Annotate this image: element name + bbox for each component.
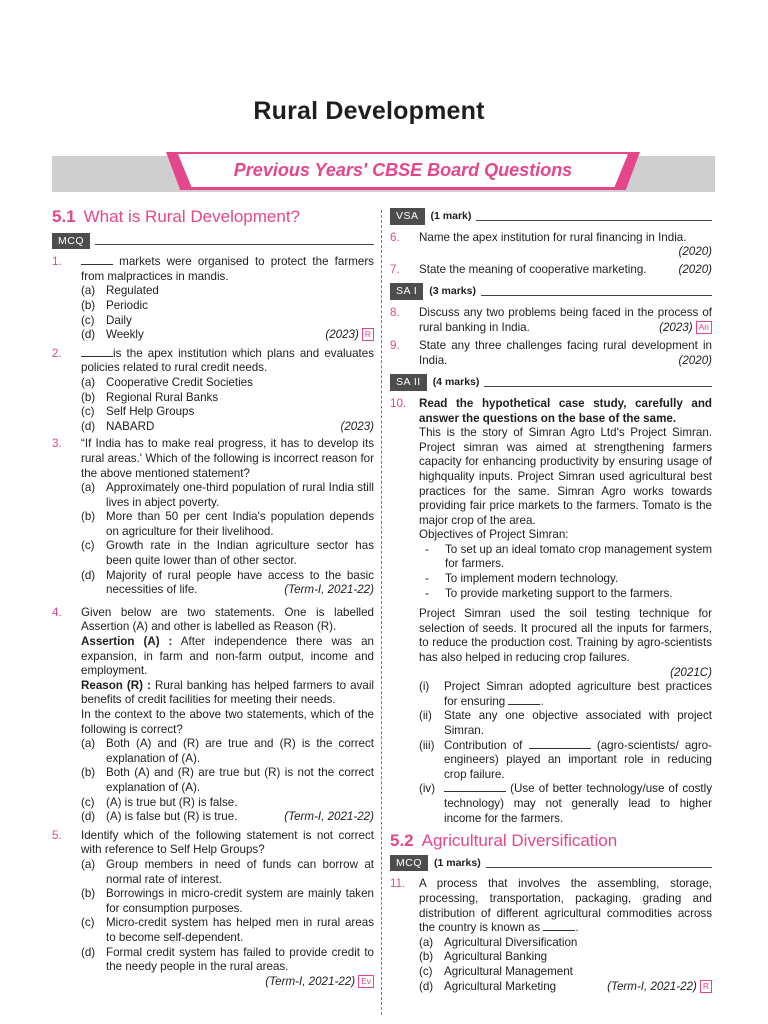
question-number: 9.	[390, 339, 400, 353]
option-text: Approximately one-third population of rural India still lives in abject poverty.	[106, 481, 374, 509]
sub-text	[444, 739, 712, 783]
context-text: In the context to the above two statements, which of the following is correct?	[81, 708, 374, 736]
question-body	[81, 255, 374, 343]
option-text: Regional Rural Banks	[106, 390, 219, 404]
year-label	[607, 980, 712, 995]
option	[81, 481, 374, 510]
question-text: State the meaning of cooperative marketing.	[419, 262, 647, 276]
blank-line	[81, 255, 113, 265]
sub-text-post: .	[540, 694, 544, 708]
objective-bullet	[419, 572, 712, 587]
option-text	[106, 569, 374, 598]
option	[81, 810, 374, 825]
option	[419, 980, 712, 995]
option-text-value: NABARD	[106, 419, 155, 433]
sub-text-pre: Contribution of	[444, 738, 523, 752]
option-text: Group members in need of funds can borrow at normal rate of interest.	[106, 857, 374, 886]
bullet-text: To provide marketing support to the farmers.	[445, 586, 673, 600]
question-text: “If India has to make real progress, it has to develop its rural areas.' Which of the following is incorrect reason for the above mentioned statement?	[81, 437, 374, 480]
option	[81, 391, 374, 406]
year-label	[81, 975, 374, 990]
case-paragraph-1: This is the story of Simran Agro Ltd's Project Simran. Project simran was aimed at strengthening farmers capacity for enhancing productivity by ensuring usage of highquality inputs. Project Simran used agricultural best practices for the same. Simran Agro works towards providing fair price markets to the farmers. Tomato is the major crop of the area.	[419, 426, 712, 527]
tag-rule	[476, 212, 712, 221]
case-paragraph-2	[419, 607, 712, 826]
case-paragraph-2-text: Project Simran used the soil testing technique for selection of seeds. It procured all the inputs for farmers, to reduce the production cost. Training by agro-scientists has also helped in reducing crop failures.	[419, 607, 712, 665]
blank-line	[529, 739, 591, 749]
option	[81, 796, 374, 811]
option	[81, 539, 374, 568]
marks-label: (4 marks)	[432, 376, 480, 389]
option	[81, 858, 374, 887]
option-text: Cooperative Credit Societies	[106, 375, 253, 389]
option-label: (a)	[81, 737, 96, 751]
option-label: (b)	[81, 887, 96, 901]
year-label: (2020)	[678, 353, 712, 367]
question-text: Discuss any two problems being faced in the process of rural banking in India.	[419, 305, 712, 334]
question-3	[52, 437, 374, 598]
year-label	[325, 328, 374, 343]
option-label: (d)	[81, 419, 96, 433]
year-value: (2023)	[325, 328, 359, 342]
vsa-tag: VSA	[390, 208, 425, 225]
option-label: (d)	[81, 568, 96, 582]
blank-line	[543, 921, 575, 931]
question-number: 10.	[390, 396, 407, 410]
objective-bullet	[419, 587, 712, 602]
sub-label: (ii)	[419, 709, 432, 723]
question-number: 1.	[52, 255, 62, 269]
blank-line	[81, 347, 113, 357]
objective-bullet	[419, 543, 712, 572]
option-text: Agricultural Banking	[444, 950, 548, 964]
option	[81, 887, 374, 916]
assertion-label: Assertion (A) :	[81, 635, 173, 649]
sub-question	[419, 782, 712, 826]
option-text: Agricultural Diversification	[444, 935, 578, 949]
sub-question	[419, 739, 712, 783]
option-label: (c)	[81, 539, 95, 553]
option	[81, 299, 374, 314]
option-label: (a)	[419, 935, 434, 949]
option-text: (A) is true but (R) is false.	[106, 795, 238, 809]
option-text: Agricultural Management	[444, 964, 573, 978]
sa1-tag: SA I	[390, 283, 423, 300]
option	[81, 284, 374, 299]
badge-icon: R	[700, 980, 712, 993]
option-label: (a)	[81, 481, 96, 495]
option	[81, 314, 374, 329]
option	[81, 569, 374, 598]
question-text: A process that involves the assembling, storage, processing, transportation, packaging, grading and distribution of different agricultural commodities across the country is known as	[419, 877, 712, 935]
option-label: (b)	[81, 766, 96, 780]
reason	[81, 679, 374, 708]
question-text: State any three challenges facing rural development in India.	[419, 339, 712, 367]
year-label: (2023)	[340, 419, 374, 433]
mcq-header	[52, 233, 374, 250]
assertion	[81, 635, 374, 679]
question-body	[81, 437, 374, 598]
section-number: 5.2	[390, 831, 414, 851]
bullet-text: To set up an ideal tomato crop management system for farmers.	[445, 542, 712, 571]
question-7	[390, 263, 712, 278]
option-label: (d)	[419, 979, 434, 993]
question-10	[390, 397, 712, 601]
option-label: (d)	[81, 810, 96, 824]
page-title: Rural Development	[253, 97, 485, 125]
year-value: (Term-I, 2021-22)	[265, 974, 356, 988]
question-8	[390, 306, 712, 335]
case-study-heading: Read the hypothetical case study, carefully and answer the questions on the base of the same.	[419, 396, 712, 425]
blank-line	[444, 782, 506, 792]
sub-text-post: (agro-scientists/ agro-engineers) played an important role in reducing crop failure.	[444, 738, 712, 781]
question-number: 3.	[52, 437, 62, 451]
marks-label: (1 marks)	[434, 856, 481, 869]
option-text	[444, 980, 712, 995]
option-text: Self Help Groups	[106, 405, 195, 419]
mcq-tag: MCQ	[52, 233, 90, 250]
sub-text	[444, 782, 712, 826]
option	[81, 510, 374, 539]
banner	[52, 152, 715, 194]
option-label: (d)	[81, 945, 96, 959]
column-divider	[381, 210, 382, 1015]
section-number: 5.1	[52, 207, 76, 226]
sub-label: (iii)	[419, 738, 435, 752]
tag-rule	[95, 236, 374, 245]
question-number: 5.	[52, 828, 62, 842]
option-text: Formal credit system has failed to provide credit to the needy people in the rural areas.	[106, 945, 374, 974]
option-text-value: Weekly	[106, 328, 144, 342]
year-label: (Term-I, 2021-22)	[284, 810, 374, 824]
reason-label: Reason (R) :	[81, 678, 151, 692]
year-label: (2020)	[678, 262, 712, 276]
badge-icon: R	[362, 328, 374, 341]
question-body	[419, 306, 712, 335]
marks-label: (1 mark)	[430, 210, 472, 222]
tag-rule	[486, 859, 712, 868]
sa2-tag: SA II	[390, 374, 427, 391]
question-text: markets were organised to protect the farmers from malpractices in mandis.	[81, 255, 374, 283]
bullet-dash: -	[425, 542, 429, 556]
option-text: Growth rate in the Indian agriculture sector has been quite lower than of other sector.	[106, 539, 374, 568]
option-text	[106, 328, 374, 343]
option-text: Both (A) and (R) are true and (R) is the correct explanation of (A).	[106, 737, 374, 765]
question-body	[81, 606, 374, 825]
year-label: (2020)	[678, 245, 712, 259]
question-9	[390, 339, 712, 368]
mcq-tag: MCQ	[390, 855, 428, 872]
option-text: Borrowings in micro-credit system are mainly taken for consumption purposes.	[106, 887, 374, 915]
question-body	[419, 339, 712, 368]
banner-title: Previous Years' CBSE Board Questions	[233, 160, 573, 180]
mcq-header	[390, 855, 712, 872]
option-text: Regulated	[106, 284, 159, 298]
option	[81, 420, 374, 435]
question-6	[390, 231, 712, 260]
badge-icon: An	[696, 321, 712, 334]
question-text: Name the apex institution for rural financing in India.	[419, 230, 687, 244]
bullet-dash: -	[425, 586, 429, 600]
sub-question	[419, 680, 712, 709]
question-11	[390, 877, 712, 994]
question-text: Identify which of the following statement is not correct with reference to Self Help Groups?	[81, 828, 374, 857]
question-body	[81, 829, 374, 990]
option-label: (c)	[81, 795, 95, 809]
question-number: 8.	[390, 305, 400, 319]
sa2-header	[390, 374, 712, 391]
sub-label: (i)	[419, 680, 430, 694]
right-column	[390, 206, 712, 996]
year-value: (Term-I, 2021-22)	[607, 979, 697, 993]
option-text-value: Agricultural Marketing	[444, 979, 557, 993]
objectives-title: Objectives of Project Simran:	[419, 528, 569, 542]
option-label: (a)	[81, 857, 96, 871]
question-body	[81, 347, 374, 435]
option-label: (b)	[81, 510, 96, 524]
question-5	[52, 829, 374, 990]
option	[419, 965, 712, 980]
option	[81, 916, 374, 945]
tag-rule	[484, 378, 712, 387]
question-number: 11.	[390, 877, 406, 891]
sub-text: State any one objective associated with project Simran.	[444, 709, 712, 737]
question-number: 6.	[390, 230, 400, 244]
question-1	[52, 255, 374, 343]
option-label: (a)	[81, 284, 96, 298]
section-title: What is Rural Development?	[83, 207, 301, 226]
option	[81, 766, 374, 795]
option-text: Both (A) and (R) are true but (R) is not the correct explanation of (A).	[106, 766, 374, 794]
option	[81, 737, 374, 766]
question-body: A process that involves the assembling, storage, processing, transportation, packaging, grading and distribution of different agricultural commodities across the country is known as . (a) Agricultural Diversification (b) Agricultural Banking (c) Agricultural Management (d) Agricultural Marketing (Term-I, 2021-22) R	[419, 877, 712, 993]
sub-question	[419, 709, 712, 738]
sub-label: (iv)	[419, 782, 436, 796]
section-heading-5-2	[390, 831, 712, 851]
reason-text: Rural banking has helped farmers to avail benefits of credit facilities for meeting their needs.	[81, 678, 374, 707]
option	[419, 936, 712, 951]
sub-text-post: (Use of better technology/use of costly technology) may not generally lead to higher income for the farmers.	[444, 782, 712, 825]
option-text: Micro-credit system has helped men in rural areas to become self-dependent.	[106, 916, 374, 944]
option-label: (d)	[81, 328, 96, 342]
option-label: (b)	[419, 950, 434, 964]
question-text: Given below are two statements. One is labelled Assertion (A) and other is labelled as Reason (R).	[81, 605, 374, 634]
question-2	[52, 347, 374, 435]
option-text-value: Majority of rural people have access to the basic necessities of life.	[106, 568, 374, 597]
badge-icon: Ev	[358, 975, 374, 988]
option	[81, 376, 374, 391]
bullet-text: To implement modern technology.	[445, 572, 619, 586]
option	[419, 950, 712, 965]
sub-text-pre: Project Simran adopted agriculture best practices for ensuring	[444, 680, 712, 708]
blank-line	[508, 695, 540, 705]
option	[81, 328, 374, 343]
option-label: (b)	[81, 298, 96, 312]
question-text: is the apex institution which plans and evaluates policies related to rural credit needs.	[81, 346, 374, 375]
year-label	[659, 321, 712, 336]
marks-label: (3 marks)	[429, 285, 476, 298]
vsa-header	[390, 208, 712, 225]
option-text: More than 50 per cent India's population depends on agriculture for their livelihood.	[106, 510, 374, 538]
option	[81, 405, 374, 420]
option-text	[106, 810, 374, 825]
question-body	[419, 397, 712, 601]
option-text: Periodic	[106, 298, 148, 312]
question-number: 7.	[390, 262, 400, 276]
year-label: (Term-I, 2021-22)	[284, 583, 374, 597]
left-column	[52, 206, 374, 991]
section-heading-5-1	[52, 207, 374, 226]
year-value: (2023)	[659, 320, 693, 334]
sa1-header	[390, 283, 712, 300]
question-number: 4.	[52, 605, 62, 619]
bullet-dash: -	[425, 572, 429, 586]
question-4	[52, 606, 374, 825]
option-label: (c)	[81, 916, 95, 930]
option-label: (c)	[419, 964, 433, 978]
option-label: (a)	[81, 375, 96, 389]
assertion-text: After independence there was an expansion, in farm and non-farm output, income and employment.	[81, 635, 374, 678]
year-label: (2021C)	[670, 665, 712, 679]
option-label: (c)	[81, 405, 95, 419]
sub-text	[444, 680, 712, 709]
option-label: (c)	[81, 313, 95, 327]
question-number: 2.	[52, 346, 62, 360]
option-text-value: (A) is false but (R) is true.	[106, 810, 238, 824]
option-label: (b)	[81, 390, 96, 404]
question-body	[419, 231, 712, 260]
option	[81, 946, 374, 975]
option-text	[106, 420, 374, 435]
question-body	[419, 263, 712, 278]
tag-rule	[481, 287, 712, 296]
section-title: Agricultural Diversification	[421, 831, 618, 851]
option-text: Daily	[106, 313, 132, 327]
